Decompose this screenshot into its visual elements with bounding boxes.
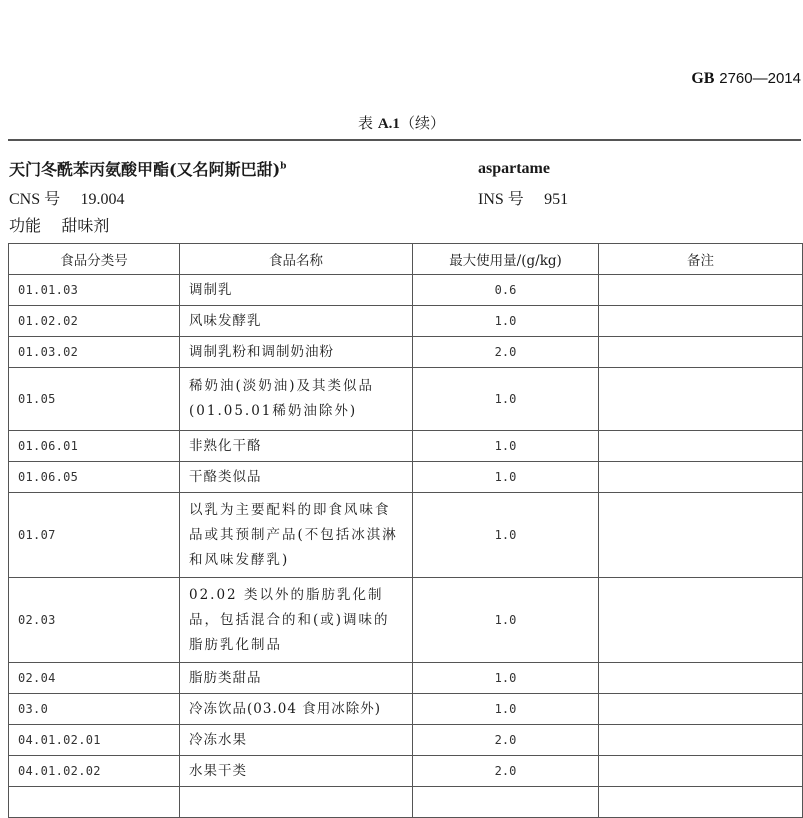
food-code: 01.05 xyxy=(9,368,180,431)
note xyxy=(599,578,803,663)
cns-label: CNS 号 xyxy=(9,191,61,208)
food-code: 02.03 xyxy=(9,578,180,663)
table-row xyxy=(9,306,803,337)
function-value: 甜味剂 xyxy=(61,216,110,235)
max-usage: 1.0 xyxy=(413,368,599,431)
food-name: 冷冻饮品(03.04 食用冰除外) xyxy=(180,694,413,725)
table-row xyxy=(9,725,803,756)
food-name: 风味发酵乳 xyxy=(180,306,413,337)
max-usage: 1.0 xyxy=(413,306,599,337)
header-rule xyxy=(8,139,801,141)
col-header-name: 食品名称 xyxy=(180,244,413,275)
additive-name-text: 天门冬酰苯丙氨酸甲酯(又名阿斯巴甜) xyxy=(9,160,281,179)
standard-code xyxy=(691,69,801,88)
note xyxy=(599,663,803,694)
footnote-marker: b xyxy=(280,161,287,172)
food-code: 01.02.02 xyxy=(9,306,180,337)
note xyxy=(599,493,803,578)
table-row-partial xyxy=(9,787,803,818)
max-usage: 2.0 xyxy=(413,725,599,756)
max-usage xyxy=(413,787,599,818)
additive-name-en-text: aspartame xyxy=(478,160,550,177)
table-title-suffix: （续） xyxy=(399,114,445,132)
table-header-row xyxy=(9,244,803,275)
col-header-code: 食品分类号 xyxy=(9,244,180,275)
cns-value: 19.004 xyxy=(80,191,125,208)
note xyxy=(599,306,803,337)
note xyxy=(599,787,803,818)
ins-value: 951 xyxy=(544,191,569,208)
food-code: 04.01.02.02 xyxy=(9,756,180,787)
food-name: 以乳为主要配料的即食风味食品或其预制产品(不包括冰淇淋和风味发酵乳) xyxy=(180,493,413,578)
note xyxy=(599,275,803,306)
note xyxy=(599,462,803,493)
ins-label: INS 号 xyxy=(478,191,524,208)
food-code: 01.06.05 xyxy=(9,462,180,493)
food-name: 稀奶油(淡奶油)及其类似品(01.05.01稀奶油除外) xyxy=(180,368,413,431)
table-row xyxy=(9,663,803,694)
max-usage: 1.0 xyxy=(413,431,599,462)
col-header-note: 备注 xyxy=(599,244,803,275)
standard-prefix: GB xyxy=(691,70,715,87)
table-row xyxy=(9,275,803,306)
max-usage: 2.0 xyxy=(413,337,599,368)
usage-table xyxy=(8,243,803,818)
note xyxy=(599,368,803,431)
function-line xyxy=(9,213,109,236)
max-usage: 1.0 xyxy=(413,493,599,578)
note xyxy=(599,756,803,787)
food-name: 干酪类似品 xyxy=(180,462,413,493)
food-code: 01.07 xyxy=(9,493,180,578)
table-row xyxy=(9,578,803,663)
table-row xyxy=(9,462,803,493)
food-code: 01.03.02 xyxy=(9,337,180,368)
food-code: 01.01.03 xyxy=(9,275,180,306)
food-name: 调制乳 xyxy=(180,275,413,306)
food-name xyxy=(180,787,413,818)
food-code: 01.06.01 xyxy=(9,431,180,462)
table-row xyxy=(9,337,803,368)
table-row xyxy=(9,756,803,787)
max-usage: 2.0 xyxy=(413,756,599,787)
max-usage: 0.6 xyxy=(413,275,599,306)
food-name: 非熟化干酪 xyxy=(180,431,413,462)
table-row xyxy=(9,368,803,431)
food-code: 02.04 xyxy=(9,663,180,694)
ins-line xyxy=(478,186,568,209)
food-name: 脂肪类甜品 xyxy=(180,663,413,694)
food-code: 03.0 xyxy=(9,694,180,725)
food-code: 04.01.02.01 xyxy=(9,725,180,756)
table-title xyxy=(0,112,803,133)
food-name: 02.02 类以外的脂肪乳化制品，包括混合的和(或)调味的脂肪乳化制品 xyxy=(180,578,413,663)
note xyxy=(599,337,803,368)
max-usage: 1.0 xyxy=(413,462,599,493)
additive-name-cn xyxy=(9,157,286,180)
max-usage: 1.0 xyxy=(413,663,599,694)
note xyxy=(599,431,803,462)
food-name: 冷冻水果 xyxy=(180,725,413,756)
cns-line xyxy=(9,186,124,209)
additive-name-en xyxy=(478,158,550,178)
food-code xyxy=(9,787,180,818)
max-usage: 1.0 xyxy=(413,694,599,725)
table-row xyxy=(9,493,803,578)
table-row xyxy=(9,694,803,725)
col-header-amount: 最大使用量/(g/kg) xyxy=(413,244,599,275)
table-row xyxy=(9,431,803,462)
food-name: 调制乳粉和调制奶油粉 xyxy=(180,337,413,368)
table-title-prefix: 表 xyxy=(358,114,374,132)
standard-number: 2760—2014 xyxy=(719,70,801,87)
food-name: 水果干类 xyxy=(180,756,413,787)
note xyxy=(599,694,803,725)
note xyxy=(599,725,803,756)
table-title-label: A.1 xyxy=(377,116,400,132)
function-label: 功能 xyxy=(9,216,42,235)
max-usage: 1.0 xyxy=(413,578,599,663)
